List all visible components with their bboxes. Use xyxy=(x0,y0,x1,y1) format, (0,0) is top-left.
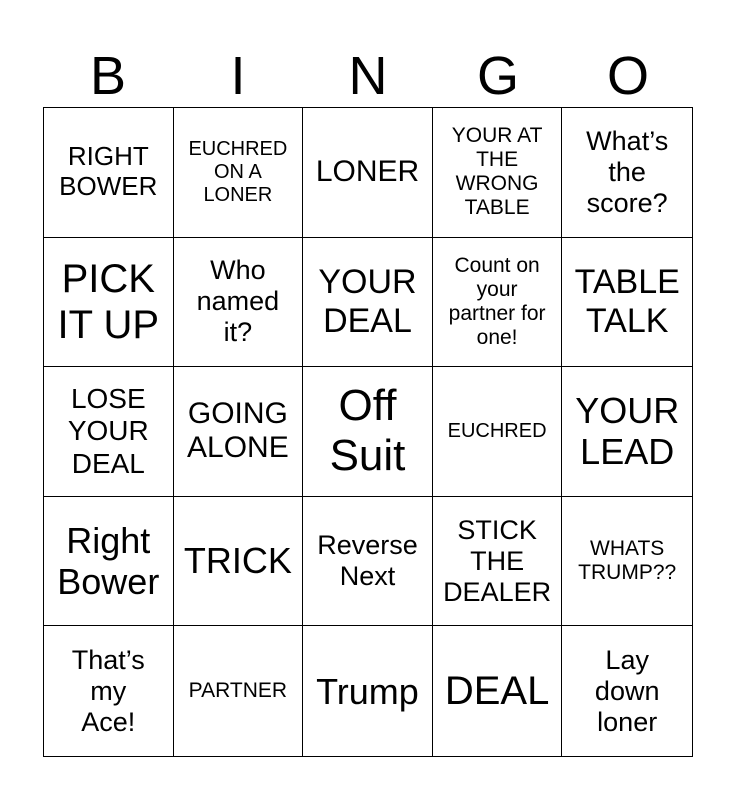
header-letter-g: G xyxy=(476,46,519,106)
bingo-cell-r3c5[interactable] xyxy=(562,367,692,497)
cell-text: Count on your partner for one! xyxy=(448,253,546,350)
header-letter-n: N xyxy=(348,46,388,106)
cell-text: RIGHT BOWER xyxy=(59,141,158,202)
bingo-cell-r3c1[interactable] xyxy=(44,367,174,497)
cell-text: YOUR AT THE WRONG TABLE xyxy=(451,124,543,220)
cell-text: Who named it? xyxy=(196,255,280,348)
bingo-cell-r2c1[interactable] xyxy=(44,238,174,368)
bingo-cell-r2c2[interactable] xyxy=(174,238,304,368)
header-letter-i: I xyxy=(230,46,246,106)
header-letter-o: O xyxy=(606,46,649,106)
bingo-cell-r3c2[interactable] xyxy=(174,367,304,497)
bingo-cell-r3c4[interactable] xyxy=(433,367,563,497)
cell-text: Trump xyxy=(316,670,419,712)
cell-text: GOING ALONE xyxy=(187,396,289,465)
cell-text: LOSE YOUR DEAL xyxy=(67,383,149,479)
bingo-cell-r1c4[interactable] xyxy=(433,108,563,238)
bingo-cell-r4c4[interactable] xyxy=(433,497,563,627)
cell-text: That’s my Ace! xyxy=(71,644,145,737)
bingo-cell-r5c2[interactable] xyxy=(174,626,304,756)
cell-text: Off Suit xyxy=(329,380,406,481)
cell-text: Reverse Next xyxy=(317,530,418,592)
bingo-cell-r3c3[interactable] xyxy=(303,367,433,497)
bingo-cell-r1c2[interactable] xyxy=(174,108,304,238)
header-letter-b: B xyxy=(89,46,127,106)
bingo-cell-r4c2[interactable] xyxy=(174,497,304,627)
cell-text: Right Bower xyxy=(57,519,160,603)
bingo-cell-r5c4[interactable] xyxy=(433,626,563,756)
cell-text: STICK THE DEALER xyxy=(443,514,552,607)
cell-text: DEAL xyxy=(444,669,550,714)
cell-text: Lay down loner xyxy=(594,644,660,737)
cell-text: TRICK xyxy=(183,540,292,582)
cell-text: YOUR LEAD xyxy=(575,390,680,473)
cell-text: TABLE TALK xyxy=(574,262,680,340)
cell-text: What’s the score? xyxy=(586,125,669,218)
bingo-cell-r1c5[interactable] xyxy=(562,108,692,238)
bingo-cell-r2c3[interactable] xyxy=(303,238,433,368)
cell-text: PICK IT UP xyxy=(57,256,160,347)
bingo-cell-r1c3[interactable] xyxy=(303,108,433,238)
bingo-cell-r4c5[interactable] xyxy=(562,497,692,627)
bingo-cell-r5c3[interactable] xyxy=(303,626,433,756)
bingo-header xyxy=(43,44,693,108)
cell-text: PARTNER xyxy=(188,679,288,703)
bingo-cell-r1c1[interactable] xyxy=(44,108,174,238)
cell-text: WHATS TRUMP?? xyxy=(578,536,677,585)
cell-text: EUCHRED xyxy=(447,419,547,442)
bingo-cell-r2c5[interactable] xyxy=(562,238,692,368)
bingo-board xyxy=(43,107,693,757)
bingo-cell-r4c1[interactable] xyxy=(44,497,174,627)
cell-text: LONER xyxy=(315,155,420,189)
cell-text: YOUR DEAL xyxy=(318,262,417,340)
bingo-cell-r5c5[interactable] xyxy=(562,626,692,756)
bingo-cell-r2c4[interactable] xyxy=(433,238,563,368)
bingo-cell-r5c1[interactable] xyxy=(44,626,174,756)
cell-text: EUCHRED ON A LONER xyxy=(188,137,288,206)
bingo-cell-r4c3[interactable] xyxy=(303,497,433,627)
